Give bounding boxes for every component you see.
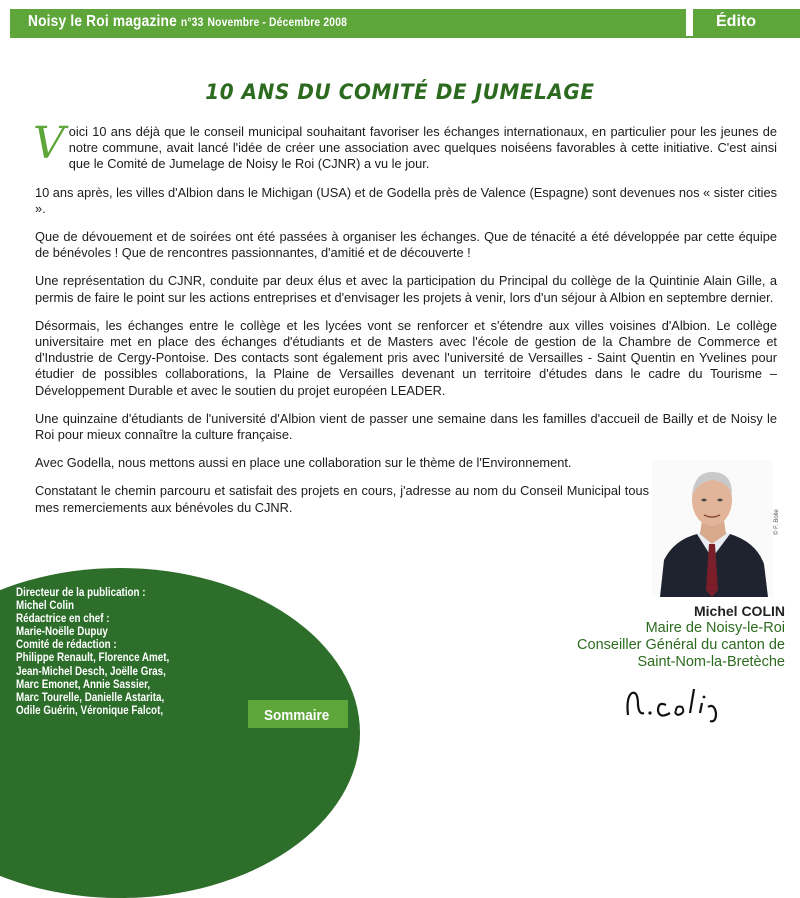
credits-line: Philippe Renault, Florence Amet, [16, 650, 170, 665]
issue-dates: Novembre - Décembre 2008 [207, 15, 348, 29]
magazine-title [28, 13, 347, 31]
drop-cap: V [33, 118, 65, 169]
signatory-name: Michel COLIN [693, 603, 785, 619]
credits-line: Michel Colin [16, 598, 74, 613]
paragraph-3: Que de dévouement et de soirées ont été passées à organiser les échanges. Que de ténacité a été développée par cette équipe de bénévoles ! Que de rencontres passionnantes, d'amitié et de découverte ! [35, 229, 777, 261]
paragraph-4: Une représentation du CJNR, conduite par deux élus et avec la participation du Principal du collège de la Quintinie Alain Gille, a permis de faire le point sur les actions entreprises et d'envisager les projets à venir, lors d'un séjour à Albion en septembre dernier. [35, 273, 777, 305]
issue-number: n°33 [180, 15, 204, 29]
credits-line: Marc Emonet, Annie Sassier, [16, 676, 151, 691]
paragraph-8: Constatant le chemin parcouru et satisfait des projets en cours, j'adresse au nom du Conseil Municipal tous mes remerciements aux bénévoles du CJNR. [35, 483, 649, 515]
paragraph-5: Désormais, les échanges entre le collège et les lycées vont se renforcer et s'étendre aux villes voisines d'Albion. Le collège universitaire met en place des échanges d'étudiants et de Masters avec l'école de gestion de la Chambre de Commerce et d'Industrie de Cergy-Pontoise. Des contacts sont également pris avec l'université de Versailles - Saint Quentin en Yvelines pour étudier de possibles collaborations, la Plaine de Versailles devenant un territoire d'études dans le cadre du Tourisme – Développement Durable et avec le soutien du projet européen LEADER. [35, 317, 777, 398]
handwritten-signature [622, 683, 752, 723]
signatory-role-2: Conseiller Général du canton de [577, 637, 785, 653]
paragraph-6: Une quinzaine d'étudiants de l'université d'Albion vient de passer une semaine dans les familles d'accueil de Bailly et de Noisy le Roi pour mieux connaître la culture française. [35, 410, 777, 443]
credits-line: Marie-Noëlle Dupuy [16, 624, 108, 639]
signatory-role-3: Saint-Nom-la-Bretèche [637, 654, 785, 670]
paragraph-7: Avec Godella, nous mettons aussi en place une collaboration sur le thème de l'Environnement. [35, 455, 572, 471]
portrait-illustration [652, 460, 773, 597]
editorial-credits [16, 586, 180, 717]
signature-block [525, 603, 785, 671]
credits-line: Jean-Michel Desch, Joëlle Gras, [16, 663, 166, 678]
credits-line: Comité de rédaction : [16, 637, 117, 652]
paragraph-1: Voici 10 ans déjà que le conseil municipal souhaitant favoriser les échanges internationaux, en particulier pour les jeunes de notre commune, avait lancé l'idée de créer une association avec quelques noiséens favorables à cette initiative. C'est ainsi que le Comité de Jumelage de Noisy le Roi (CJNR) a vu le jour. [33, 118, 777, 172]
sommaire-label[interactable]: Sommaire [264, 707, 330, 724]
page-header [0, 0, 800, 40]
section-label: Édito [716, 13, 756, 30]
article-title: 10 ANS DU COMITÉ DE JUMELAGE [205, 80, 595, 104]
credits-line: Odile Guérin, Véronique Falcot, [16, 702, 164, 717]
credits-line: Directeur de la publication : [16, 585, 146, 599]
paragraph-2: 10 ans après, les villes d'Albion dans le Michigan (USA) et de Godella près de Valence (Espagne) sont devenues nos « sister cities ». [35, 184, 777, 216]
credits-line: Rédactrice en chef : [16, 611, 110, 626]
magazine-name: Noisy le Roi magazine [28, 13, 177, 30]
header-divider [10, 36, 800, 38]
credits-line: Marc Tourelle, Danielle Astarita, [16, 689, 165, 704]
photo-credit: © F. Bolle [774, 509, 780, 535]
portrait-photo [652, 460, 773, 597]
signatory-role-1: Maire de Noisy-le-Roi [645, 620, 785, 636]
